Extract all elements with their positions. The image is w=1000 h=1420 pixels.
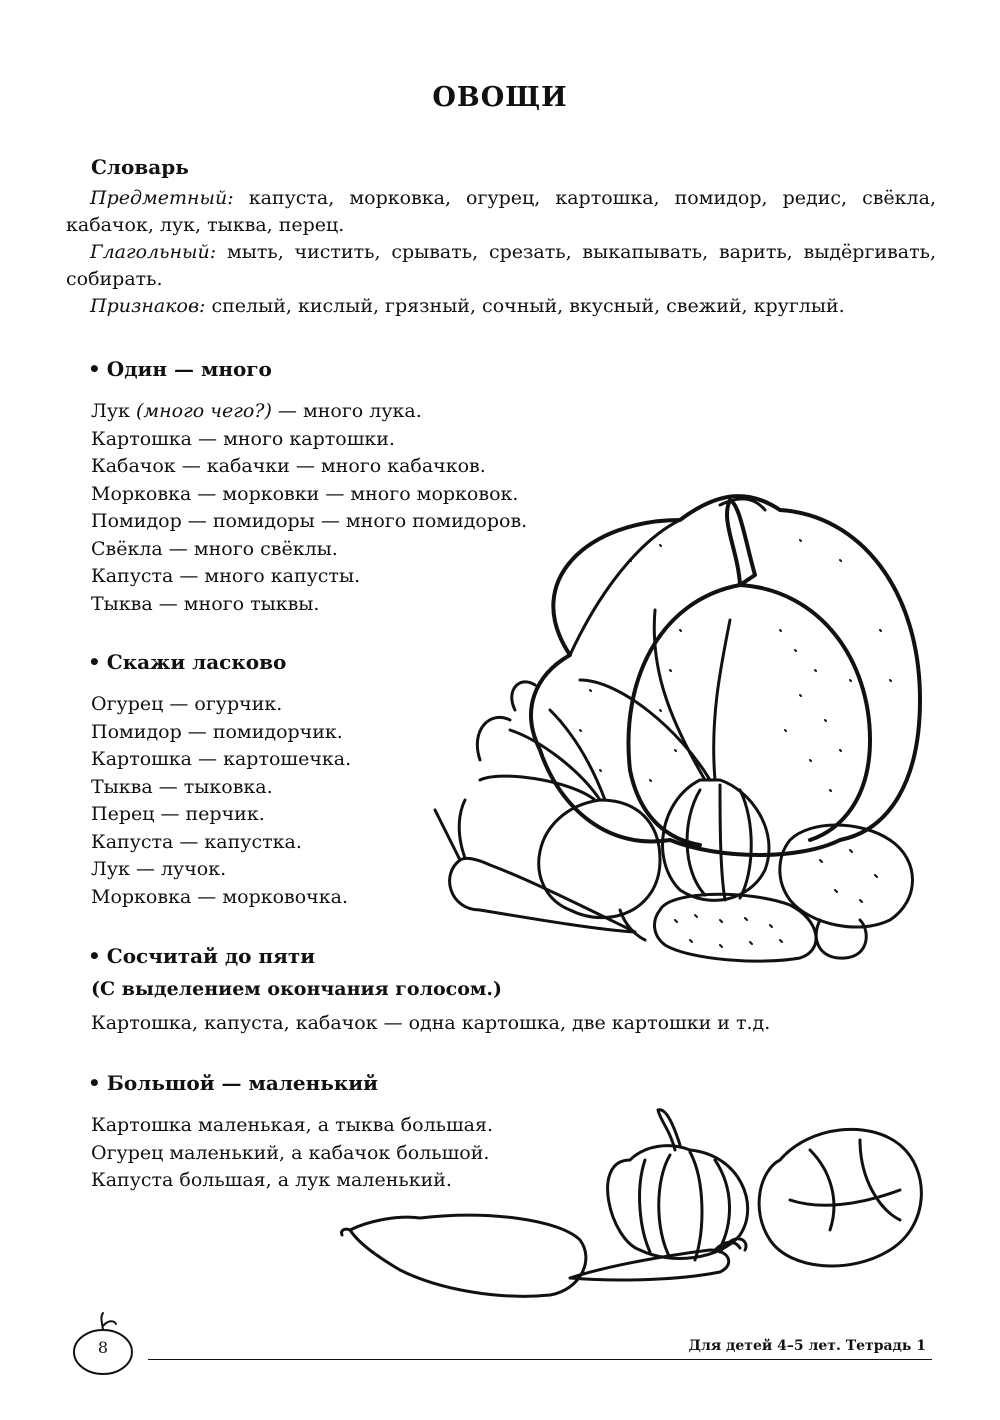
section-heading-count: • Сосчитай до пяти bbox=[88, 944, 315, 968]
vocabulary-item bbox=[66, 185, 936, 239]
list-item: Лук — лучок. bbox=[91, 858, 227, 880]
vocabulary-item bbox=[66, 293, 936, 320]
zucchini-drawing bbox=[342, 1215, 586, 1296]
page-title: ОВОЩИ bbox=[432, 82, 568, 113]
count-note: (С выделением окончания голосом.) bbox=[91, 978, 502, 1000]
vocabulary-label: Признаков: bbox=[90, 295, 206, 317]
list-item: Тыква — тыковка. bbox=[91, 775, 273, 798]
section-heading-say-kindly: • Скажи ласково bbox=[88, 650, 286, 674]
list-item bbox=[91, 398, 527, 426]
list-item: Картошка — картошечка. bbox=[91, 748, 352, 770]
list-item: Морковка — морковки — много морковок. bbox=[91, 482, 519, 505]
count-text: Картошка, капуста, кабачок — одна картошка, две картошки и т.д. bbox=[91, 1012, 771, 1034]
section-heading-one-many: • Один — много bbox=[88, 357, 272, 381]
list-item: Капуста — много капусты. bbox=[91, 565, 361, 587]
answer: — много лука. bbox=[271, 400, 422, 422]
vocabulary-text: капуста, морковка, огурец, картошка, помидор, редис, свёкла, кабачок, лук, тыква, перец. bbox=[66, 187, 936, 236]
list-item: Капуста — капустка. bbox=[91, 830, 302, 853]
small-carrot-drawing bbox=[570, 1239, 746, 1280]
list-item: Свёкла — много свёклы. bbox=[91, 537, 338, 560]
list-item: Тыква — много тыквы. bbox=[91, 592, 320, 615]
list-item: Огурец — огурчик. bbox=[91, 693, 283, 715]
list-item: Кабачок — кабачки — много кабачков. bbox=[91, 455, 486, 477]
vocabulary-item bbox=[66, 239, 936, 293]
footer-divider bbox=[148, 1359, 932, 1360]
section-heading-big-small: • Большой — маленький bbox=[88, 1071, 378, 1095]
list-item: Помидор — помидорчик. bbox=[91, 720, 343, 743]
footer-caption: Для детей 4–5 лет. Тетрадь 1 bbox=[688, 1338, 926, 1354]
list-item: Морковка — морковочка. bbox=[91, 885, 348, 908]
potato-drawing bbox=[780, 825, 913, 958]
list-item: Картошка — много картошки. bbox=[91, 427, 395, 450]
bottom-vegetables-illustration bbox=[340, 1100, 940, 1310]
list-item: Помидор — помидоры — много помидоров. bbox=[91, 510, 528, 532]
vocabulary-label: Глагольный: bbox=[90, 241, 217, 263]
question: (много чего?) bbox=[135, 400, 272, 422]
carrot-drawing bbox=[435, 800, 635, 932]
small-pumpkin-drawing bbox=[608, 1110, 748, 1260]
vocabulary-label: Предметный: bbox=[90, 187, 234, 209]
cabbage-drawing bbox=[759, 1129, 921, 1266]
list-item: Огурец маленький, а кабачок большой. bbox=[91, 1141, 490, 1164]
vocabulary-text: спелый, кислый, грязный, сочный, вкусный, свежий, круглый. bbox=[205, 295, 845, 317]
vocabulary-heading: Словарь bbox=[91, 155, 189, 179]
list-item: Капуста большая, а лук маленький. bbox=[91, 1169, 452, 1191]
onion-drawing bbox=[580, 610, 769, 900]
vegetables-illustration bbox=[420, 480, 940, 980]
pumpkin-texture bbox=[560, 540, 891, 791]
vocabulary-block bbox=[66, 185, 936, 320]
list-item: Картошка маленькая, а тыква большая. bbox=[91, 1114, 493, 1136]
vocabulary-text: мыть, чистить, срывать, срезать, выкапывать, варить, выдёргивать, собирать. bbox=[66, 241, 936, 290]
word: Лук bbox=[91, 400, 130, 422]
list-item: Перец — перчик. bbox=[91, 803, 265, 825]
say-kindly-list bbox=[91, 691, 351, 911]
page-number: 8 bbox=[97, 1338, 109, 1357]
